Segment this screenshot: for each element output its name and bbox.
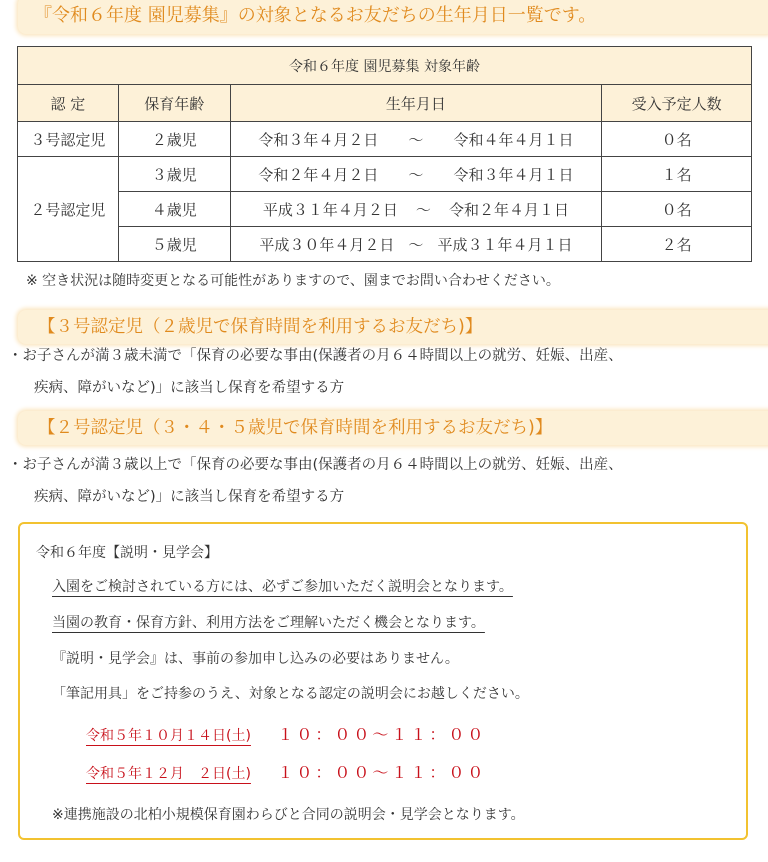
birthdate-to: 平成３１年４月１日: [437, 235, 573, 254]
section-heading-type3: [18, 310, 768, 344]
description-line: 疾病、障がいなど)」に該当し保育を希望する方: [34, 380, 345, 396]
certification-cell: ２号認定児: [18, 157, 119, 262]
table-row: [18, 227, 752, 262]
session-time: １０：００～１１：００: [277, 763, 487, 782]
section-type2-description: [8, 449, 758, 513]
birthdate-separator: ～: [408, 165, 424, 184]
session-date: 令和５年１２月 ２日(土): [86, 766, 251, 782]
birthdate-cell: [230, 122, 602, 157]
capacity-cell: １名: [602, 157, 752, 192]
table-row: [18, 157, 752, 192]
table-row: [18, 122, 752, 157]
birthdate-to: 令和３年４月１日: [453, 165, 574, 184]
header-birthdate: 生年月日: [230, 85, 602, 122]
header-certification: 認 定: [18, 85, 119, 122]
certification-cell: ３号認定児: [18, 122, 119, 157]
description-line: 疾病、障がいなど)」に該当し保育を希望する方: [34, 489, 345, 505]
birthdate-from: 平成３１年４月２日: [262, 200, 398, 219]
capacity-cell: ０名: [602, 192, 752, 227]
table-row: [18, 192, 752, 227]
page-heading-text: 『令和６年度 園児募集』の対象となるお友だちの生年月日一覧です。: [34, 5, 597, 26]
availability-note: ※ 空き状況は随時変更となる可能性がありますので、園までお問い合わせください。: [26, 273, 560, 289]
birthdate-to: 令和２年４月１日: [448, 200, 569, 219]
capacity-cell: ０名: [602, 122, 752, 157]
info-line-policy: 当園の教育・保育方針、利用方法をご理解いただく機会となります。: [52, 615, 485, 631]
birthdate-cell: [230, 227, 602, 262]
info-line-attendance: 入園をご検討されている方には、必ずご参加いただく説明会となります。: [52, 579, 513, 595]
table-title-row: [18, 47, 752, 85]
table-header-row: [18, 85, 752, 122]
birthdate-cell: [230, 192, 602, 227]
section-heading-type2-text: 【２号認定児（３・４・５歳児で保育時間を利用するお友だち)】: [38, 418, 553, 438]
session-row: [86, 722, 486, 745]
session-date: 令和５年１０月１４日(土): [86, 728, 251, 744]
info-box-title: 令和６年度【説明・見学会】: [36, 545, 218, 561]
birthdate-from: 令和２年４月２日: [258, 165, 379, 184]
target-age-table: [17, 46, 752, 262]
birthdate-separator: ～: [408, 130, 424, 149]
table-title: 令和６年度 園児募集 対象年齢: [18, 47, 752, 85]
header-capacity: 受入予定人数: [602, 85, 752, 122]
birthdate-separator: ～: [415, 200, 431, 219]
age-cell: ５歳児: [118, 227, 230, 262]
section-heading-type2: [18, 411, 768, 445]
info-line-bring-stationery: 「筆記用具」をご持参のうえ、対象となる認定の説明会にお越しください。: [52, 686, 529, 702]
section-heading-type3-text: 【３号認定児（２歳児で保育時間を利用するお友だち)】: [38, 317, 483, 337]
birthdate-separator: ～: [408, 235, 424, 254]
age-cell: ４歳児: [118, 192, 230, 227]
section-type3-description: [8, 340, 758, 404]
birthdate-from: 平成３０年４月２日: [259, 235, 395, 254]
description-line: ・お子さんが満３歳以上で「保育の必要な事由(保護者の月６４時間以上の就労、妊娠、出産、: [8, 457, 623, 473]
birthdate-from: 令和３年４月２日: [258, 130, 379, 149]
birthdate-to: 令和４年４月１日: [453, 130, 574, 149]
briefing-info-box: [18, 522, 748, 840]
age-cell: ３歳児: [118, 157, 230, 192]
age-cell: ２歳児: [118, 122, 230, 157]
info-line-no-reservation: 『説明・見学会』は、事前の参加申し込みの必要はありません。: [52, 651, 459, 667]
session-row: [86, 760, 486, 783]
birthdate-cell: [230, 157, 602, 192]
capacity-cell: ２名: [602, 227, 752, 262]
header-age: 保育年齢: [118, 85, 230, 122]
page-heading: [18, 0, 768, 34]
info-box-footer: ※連携施設の北柏小規模保育園わらびと合同の説明会・見学会となります。: [52, 807, 525, 823]
description-line: ・お子さんが満３歳未満で「保育の必要な事由(保護者の月６４時間以上の就労、妊娠、出産、: [8, 348, 623, 364]
session-time: １０：００～１１：００: [277, 725, 487, 744]
